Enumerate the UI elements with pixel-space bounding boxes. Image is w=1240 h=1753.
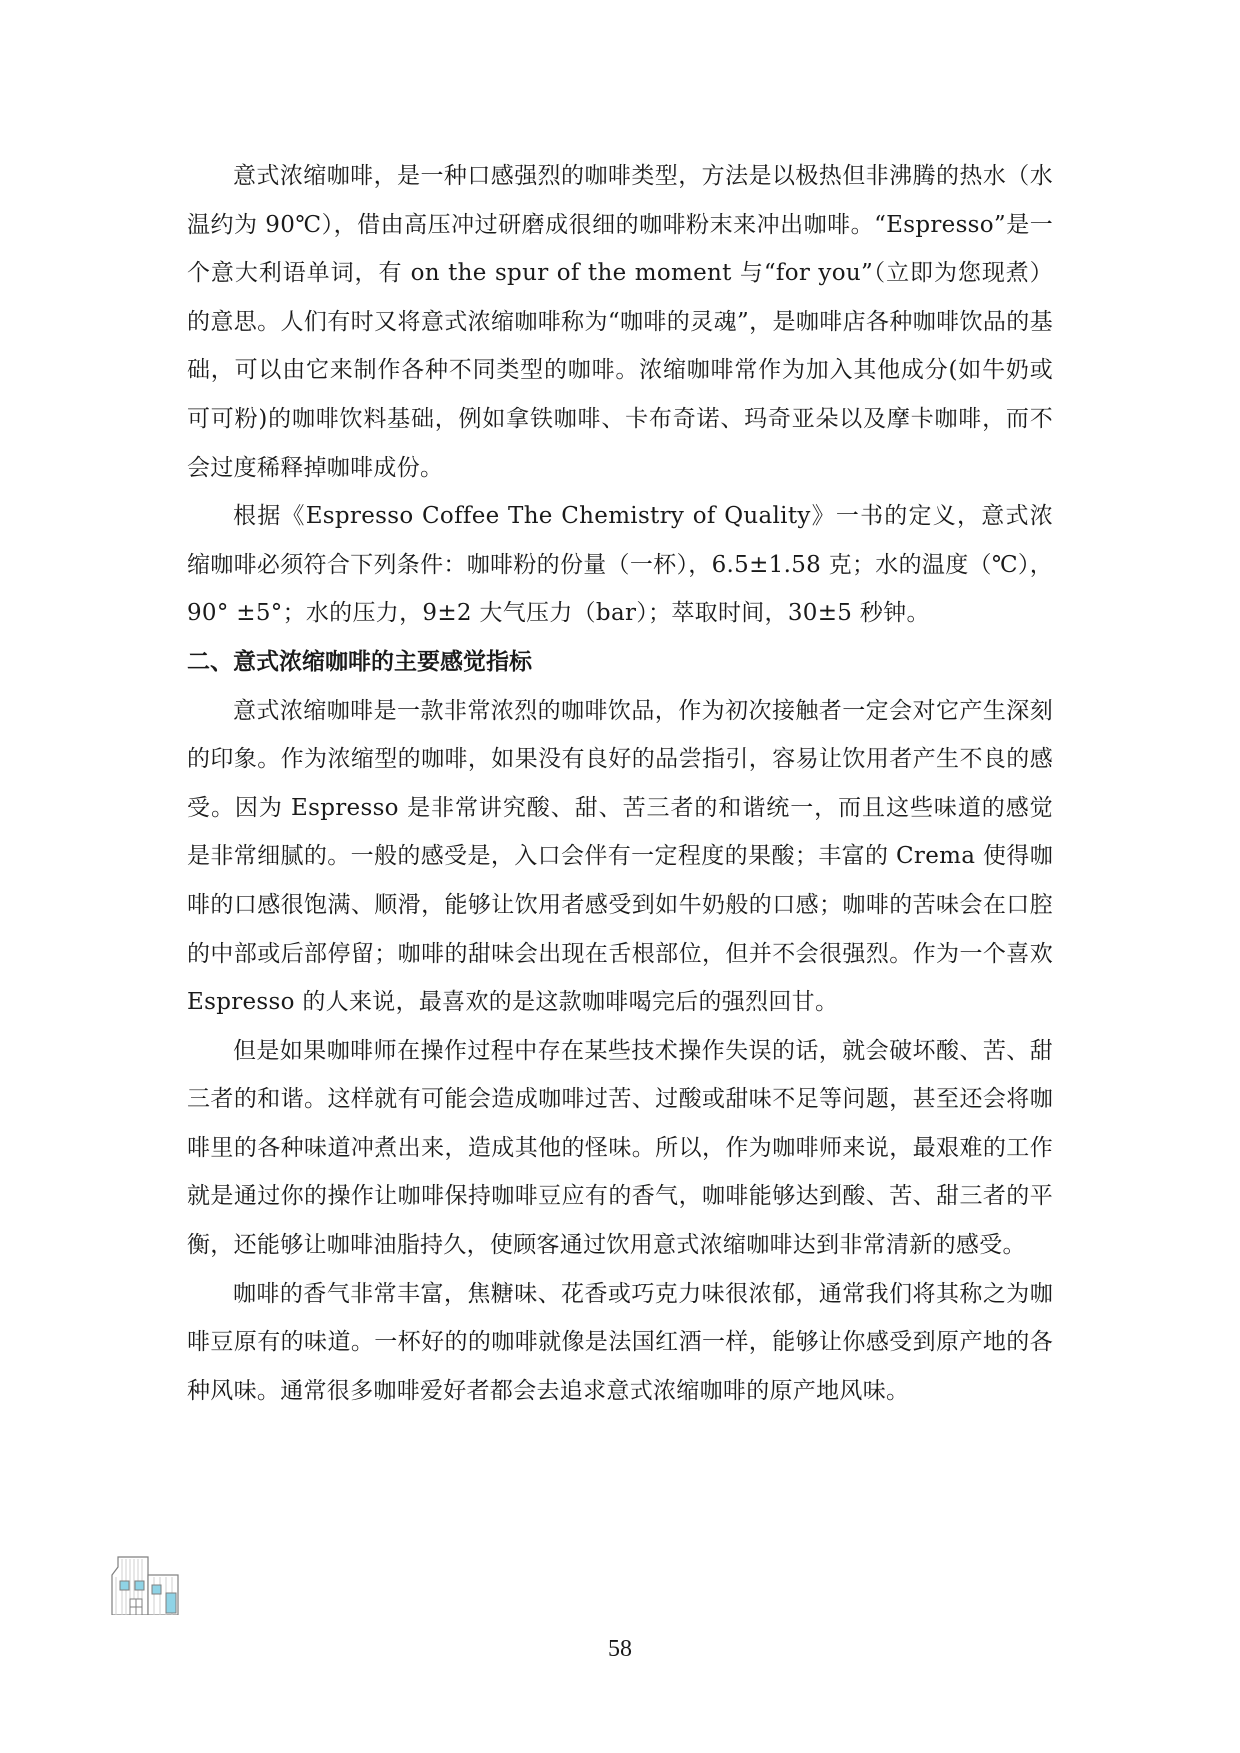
building-icon: [110, 1553, 180, 1615]
body-paragraph: 意式浓缩咖啡，是一种口感强烈的咖啡类型，方法是以极热但非沸腾的热水（水温约为 90℃），借由高压冲过研磨成很细的咖啡粉末来冲出咖啡。“Espresso”是一个意大利语单词，有 on the spur of the moment 与“for you”（立即为您现煮）的意思。人们有时又将意式浓缩咖啡称为“咖啡的灵魂”，是咖啡店各种咖啡饮品的基础，可以由它来制作各种不同类型的咖啡。浓缩咖啡常作为加入其他成分(如牛奶或可可粉)的咖啡饮料基础，例如拿铁咖啡、卡布奇诺、玛奇亚朵以及摩卡咖啡，而不会过度稀释掉咖啡成份。: [187, 163, 1053, 481]
page-body: [187, 152, 1053, 1415]
page-number: 58: [608, 1636, 632, 1662]
body-paragraph: 但是如果咖啡师在操作过程中存在某些技术操作失误的话，就会破坏酸、苦、甜三者的和谐。这样就有可能会造成咖啡过苦、过酸或甜味不足等问题，甚至还会将咖啡里的各种味道冲煮出来，造成其他的怪味。所以，作为咖啡师来说，最艰难的工作就是通过你的操作让咖啡保持咖啡豆应有的香气，咖啡能够达到酸、苦、甜三者的平衡，还能够让咖啡油脂持久，使顾客通过饮用意式浓缩咖啡达到非常清新的感受。: [187, 1037, 1053, 1259]
body-paragraph: 意式浓缩咖啡是一款非常浓烈的咖啡饮品，作为初次接触者一定会对它产生深刻的印象。作为浓缩型的咖啡，如果没有良好的品尝指引，容易让饮用者产生不良的感受。因为 Espresso 是非常讲究酸、甜、苦三者的和谐统一，而且这些味道的感觉是非常细腻的。一般的感受是，入口会伴有一定程度的果酸；丰富的 Crema 使得咖啡的口感很饱满、顺滑，能够让饮用者感受到如牛奶般的口感；咖啡的苦味会在口腔的中部或后部停留；咖啡的甜味会出现在舌根部位，但并不会很强烈。作为一个喜欢 Espresso 的人来说，最喜欢的是这款咖啡喝完后的强烈回甘。: [187, 697, 1053, 1016]
body-paragraph: 根据《Espresso Coffee The Chemistry of Quality》一书的定义，意式浓缩咖啡必须符合下列条件：咖啡粉的份量（一杯），6.5±1.58 克；水的温度（℃），90° ±5°；水的压力，9±2 大气压力（bar）；萃取时间，30±5 秒钟。: [187, 503, 1053, 627]
section-heading: 二、意式浓缩咖啡的主要感觉指标: [187, 648, 532, 675]
body-paragraph: 咖啡的香气非常丰富，焦糖味、花香或巧克力味很浓郁，通常我们将其称之为咖啡豆原有的味道。一杯好的的咖啡就像是法国红酒一样，能够让你感受到原产地的各种风味。通常很多咖啡爱好者都会去追求意式浓缩咖啡的原产地风味。: [187, 1280, 1053, 1404]
